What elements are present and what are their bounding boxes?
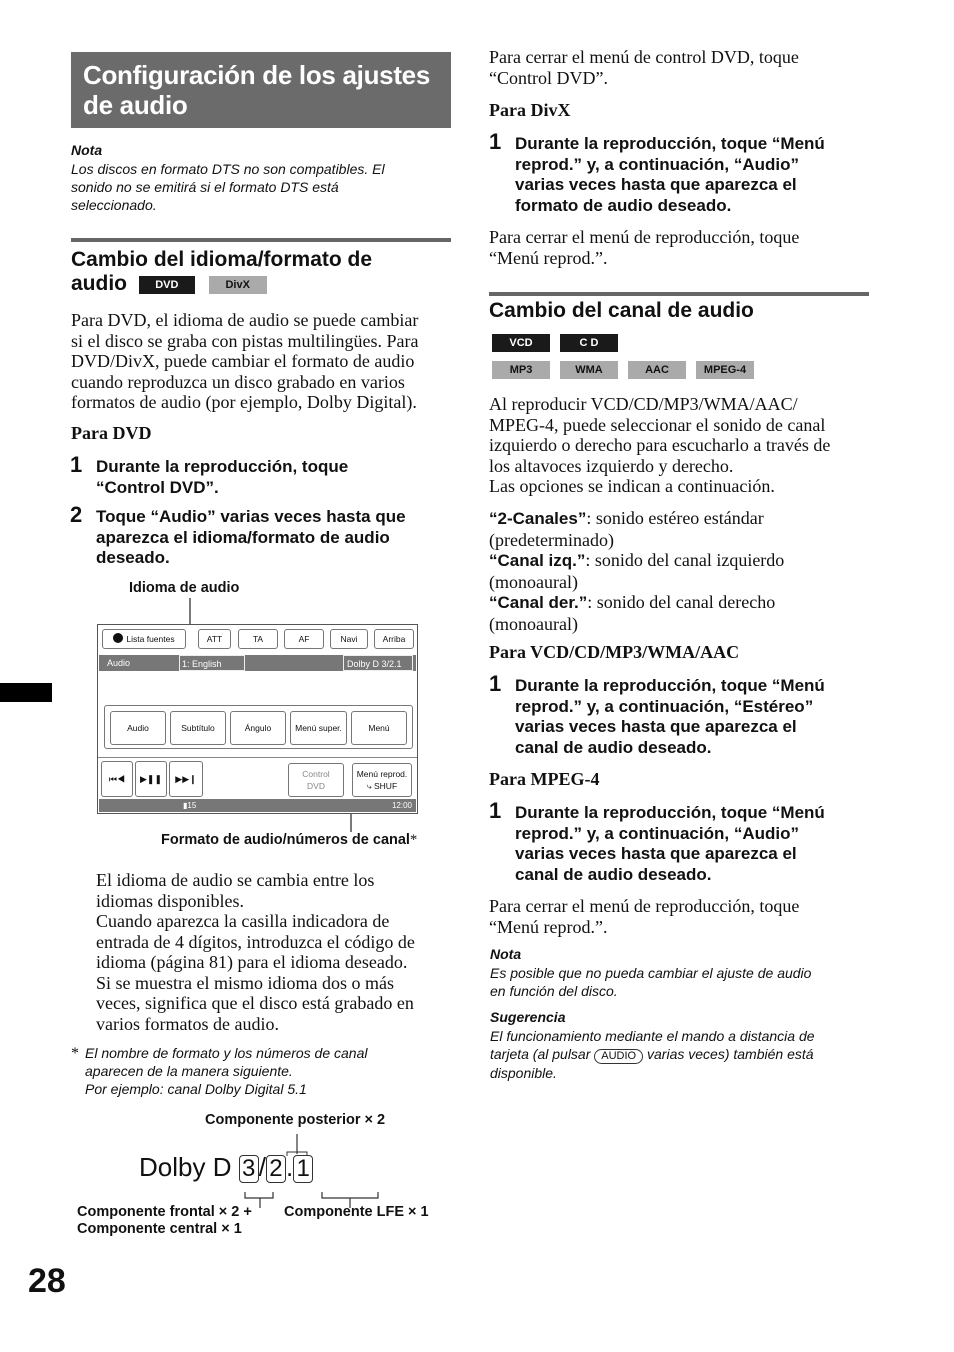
lfe-channels-box: 1 xyxy=(293,1155,313,1183)
step-number: 1 xyxy=(70,452,83,477)
mp3-badge: MP3 xyxy=(492,361,550,379)
audio-bar-label: Audio xyxy=(107,658,131,668)
section-tab-marker xyxy=(0,683,52,702)
tip-heading: Sugerencia xyxy=(490,1009,566,1025)
note-heading: Nota xyxy=(71,142,103,158)
canal-options: “2-Canales”: sonido estéreo estándar (predeterminado) “Canal izq.”: sonido del canal izquierdo (monoaural) “Canal der.”: sonido del canal derecho (monoaural) xyxy=(489,508,785,634)
dvd-badge: DVD xyxy=(139,276,195,294)
step-text: Durante la reproducción, toque “Menú reprod.” y, a continuación, “Estéreo” varias veces hasta que aparezca el canal de audio deseado. xyxy=(515,676,825,757)
audio-status-bar xyxy=(99,655,416,671)
page-title: Configuración de los ajustes de audio xyxy=(71,52,451,128)
divx-badge: DivX xyxy=(209,276,267,294)
label-lfe: Componente LFE × 1 xyxy=(284,1204,429,1220)
page-number: 28 xyxy=(28,1262,66,1300)
track-number: ▮15 xyxy=(183,801,197,810)
ta-button[interactable]: TA xyxy=(238,629,278,649)
subheading-dvd: Para DVD xyxy=(71,423,152,443)
footnote-text: El nombre de formato y los números de canal aparecen de la manera siguiente. Por ejemplo: canal Dolby Digital 5.1 xyxy=(85,1045,368,1097)
menu-reprod-button[interactable]: Menú reprod. ⤷ SHUF xyxy=(352,763,412,797)
close-reprod-text-2: Para cerrar el menú de reproducción, toque “Menú reprod.”. xyxy=(489,896,800,937)
step-text: Toque “Audio” varias veces hasta que aparezca el idioma/formato de audio deseado. xyxy=(96,507,406,567)
previous-icon[interactable]: ⏮◀ xyxy=(101,761,133,797)
af-button[interactable]: AF xyxy=(284,629,324,649)
menu-button[interactable]: Menú xyxy=(351,711,407,745)
after-steps-text: El idioma de audio se cambia entre los idiomas disponibles. Cuando aparezca la casilla indicadora de entrada de 4 dígitos, introduzca el código de idioma (página 81) para el idioma deseado. Si se muestra el mismo idioma dos o más veces, significa que el disco está grabado en varios formatos de audio. xyxy=(96,870,415,1034)
cd-badge: C D xyxy=(560,334,618,352)
step-text: Durante la reproducción, toque “Menú reprod.” y, a continuación, “Audio” varias veces hasta que aparezca el formato de audio deseado. xyxy=(515,134,825,215)
close-dvd-text: Para cerrar el menú de control DVD, toque “Control DVD”. xyxy=(489,47,799,88)
section-rule xyxy=(489,292,869,296)
close-reprod-text: Para cerrar el menú de reproducción, toque “Menú reprod.”. xyxy=(489,227,800,268)
section-rule xyxy=(71,238,451,242)
section-intro: Para DVD, el idioma de audio se puede cambiar si el disco se graba con pistas multilingües. Para DVD/DivX, puede cambiar el formato de audio cuando reproduzca un disco grabado en varios formatos de audio (por ejemplo, Dolby Digital). xyxy=(71,310,419,412)
label-formato-audio: Formato de audio/números de canal* xyxy=(161,832,418,848)
note-heading: Nota xyxy=(490,946,522,962)
step-number: 2 xyxy=(70,502,83,527)
control-dvd-button[interactable]: Control DVD xyxy=(288,763,344,797)
wma-badge: WMA xyxy=(560,361,618,379)
label-posterior: Componente posterior × 2 xyxy=(205,1112,386,1128)
clock: 12:00 xyxy=(391,801,412,810)
bottom-status-bar xyxy=(99,799,416,812)
label-idioma-audio: Idioma de audio xyxy=(129,580,240,596)
step-number: 1 xyxy=(489,798,502,823)
navi-button[interactable]: Navi xyxy=(330,629,368,649)
subheading-vcd: Para VCD/CD/MP3/WMA/AAC xyxy=(489,642,740,662)
note-text: Los discos en formato DTS no son compatibles. El sonido no se emitirá si el formato DTS está seleccionado. xyxy=(71,161,385,213)
subheading-mpeg4: Para MPEG-4 xyxy=(489,769,600,789)
play-pause-icon[interactable]: ▶❚❚ xyxy=(135,761,167,797)
aac-badge: AAC xyxy=(628,361,686,379)
format-badges-row1 xyxy=(492,333,618,352)
section-heading-canal: Cambio del canal de audio xyxy=(489,299,754,322)
label-frontal: Componente frontal × 2 + Componente central × 1 xyxy=(77,1204,252,1237)
footnote-mark: * xyxy=(71,1045,79,1062)
head-unit-screen xyxy=(97,624,418,814)
step-number: 1 xyxy=(489,671,502,696)
vcd-badge: VCD xyxy=(492,334,550,352)
section-heading-idioma: Cambio del idioma/formato de audio DVD DivX xyxy=(71,248,373,295)
step-text: Durante la reproducción, toque “Control DVD”. xyxy=(96,457,349,497)
next-icon[interactable]: ▶▶❙ xyxy=(169,761,203,797)
lista-fuentes-button[interactable]: Lista fuentes xyxy=(102,629,186,649)
step-number: 1 xyxy=(489,129,502,154)
menu-super-button[interactable]: Menú super. xyxy=(290,711,347,745)
rear-channels-box: 2 xyxy=(266,1155,286,1183)
audio-format: Dolby D 3/2.1 xyxy=(343,655,413,671)
dolby-format-example: Dolby D 3 / 2 . 1 xyxy=(139,1152,313,1183)
audio-language: 1: English xyxy=(179,655,245,671)
front-channels-box: 3 xyxy=(239,1155,259,1183)
att-button[interactable]: ATT xyxy=(198,629,231,649)
tip-text: El funcionamiento mediante el mando a distancia de tarjeta (al pulsar AUDIO varias veces) también está disponible. xyxy=(490,1028,815,1081)
format-badges-row2 xyxy=(492,360,754,379)
audio-key: AUDIO xyxy=(594,1049,643,1064)
arriba-button[interactable]: Arriba xyxy=(374,629,414,649)
angulo-button[interactable]: Ángulo xyxy=(230,711,286,745)
subtitulo-button[interactable]: Subtítulo xyxy=(170,711,226,745)
canal-intro: Al reproducir VCD/CD/MP3/WMA/AAC/ MPEG-4, puede seleccionar el sonido de canal izquierdo o derecho para escucharlo a través de los altavoces izquierdo y derecho. Las opciones se indican a continuación. xyxy=(489,394,831,496)
note-text: Es posible que no pueda cambiar el ajuste de audio en función del disco. xyxy=(490,965,812,999)
divider xyxy=(98,757,417,758)
audio-button[interactable]: Audio xyxy=(110,711,166,745)
source-icon xyxy=(113,633,123,643)
subheading-divx: Para DivX xyxy=(489,100,571,120)
mpeg4-badge: MPEG-4 xyxy=(696,361,754,379)
shuffle-icon: ⤷ xyxy=(366,781,372,791)
volume-icon: ▮ xyxy=(183,801,188,810)
step-text: Durante la reproducción, toque “Menú reprod.” y, a continuación, “Audio” varias veces hasta que aparezca el canal de audio deseado. xyxy=(515,803,825,884)
